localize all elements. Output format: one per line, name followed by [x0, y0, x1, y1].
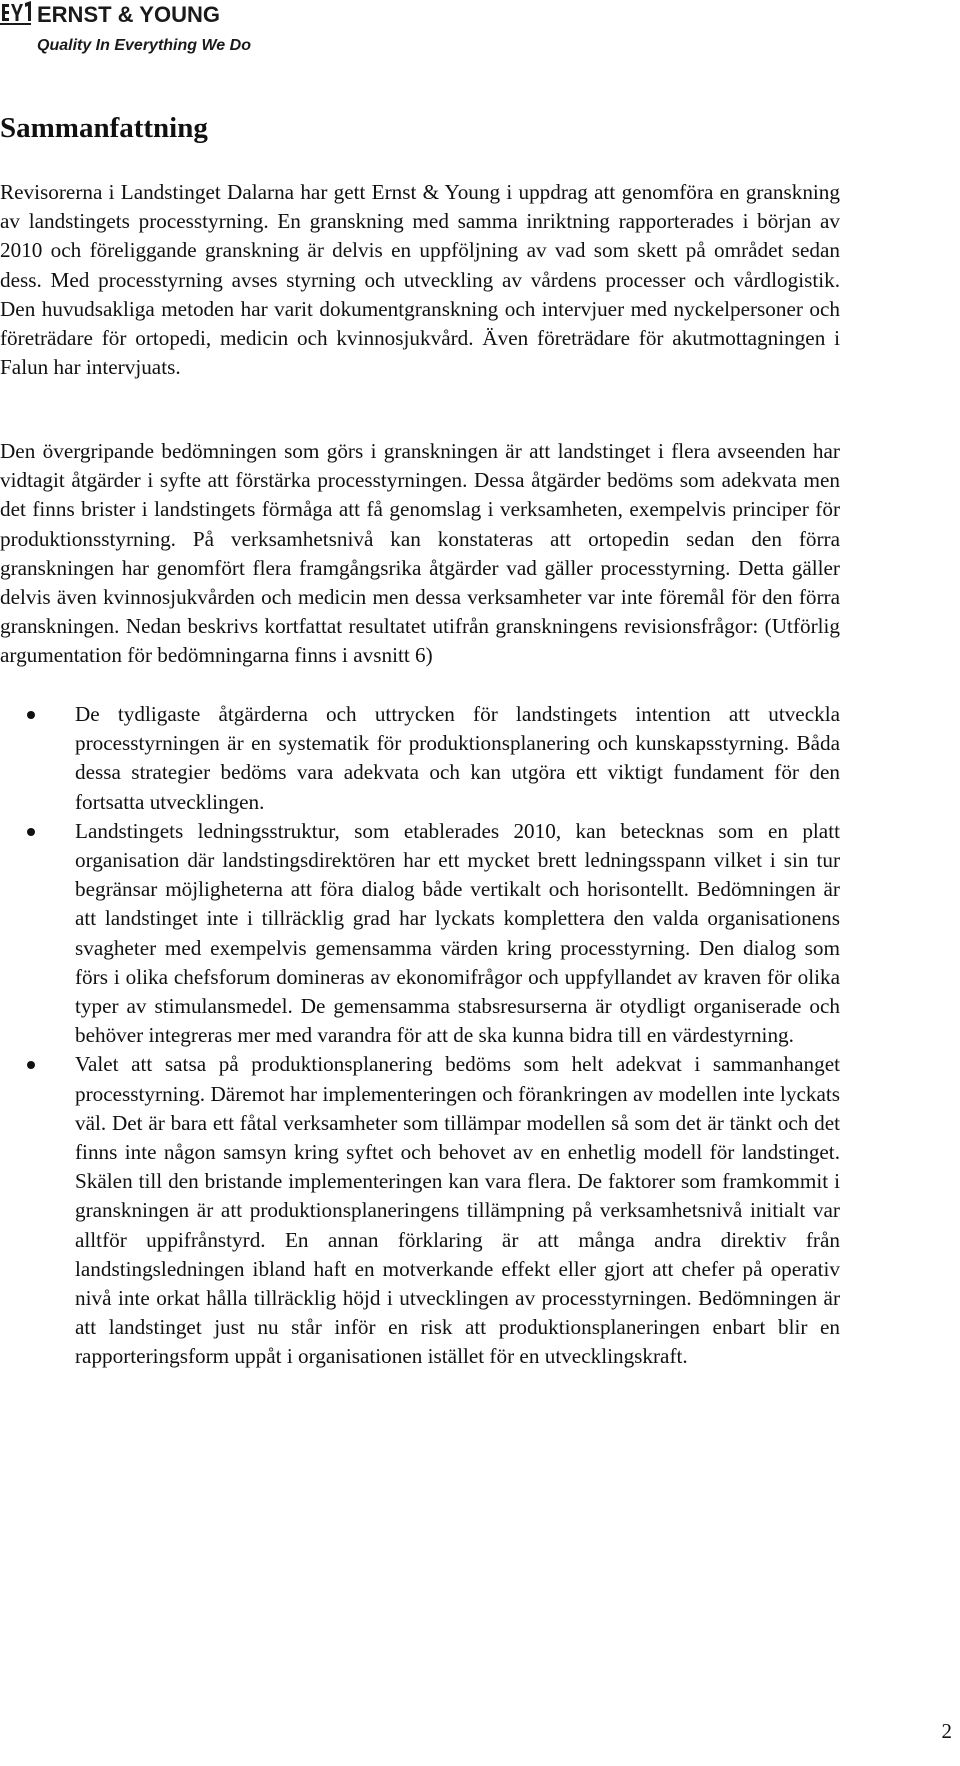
list-item-text: De tydligaste åtgärderna och uttrycken för landstingets intention att utveckla processtyrningen är en systematik för produktionsplanering och kunskapsstyrning. Båda dessa strategier bedöms vara adekvata och kan utgöra ett viktigt fundament för den fortsatta utvecklingen.: [75, 702, 840, 814]
findings-list: [0, 700, 840, 1372]
list-item-text: Landstingets ledningsstruktur, som etablerades 2010, kan betecknas som en platt organisation där landstingsdirektören har ett mycket brett ledningsspann vilket i sin tur begränsar möjligheterna att föra dialog både vertikalt och horisontellt. Bedömningen är att landstinget inte i tillräcklig grad har lyckats komplettera den valda organisationens svagheter med exempelvis gemensamma värden kring processtyrning. Den dialog som förs i olika chefsforum domineras av ekonomifrågor och uppfyllandet av kraven för olika typer av stimulansmedel. De gemensamma stabsresurserna är otydligt organiserade och behöver integreras mer med varandra för att de ska kunna bidra till en värdestyrning.: [75, 818, 840, 1048]
ey-mark-icon: [0, 1, 31, 25]
list-item: [0, 700, 840, 817]
paragraph-text: Revisorerna i Landstinget Dalarna har gett Ernst & Young i uppdrag att genomföra en granskning av landstingets processtyrning. En granskning med samma inriktning rapporterades i början av 2010 och föreliggande granskning är delvis en uppföljning av vad som skett på området sedan dess. Med processtyrning avses styrning och utveckling av vårdens processer och vårdlogistik. Den huvudsakliga metoden har varit dokumentgranskning och intervjuer med nyckelpersoner och företrädare för ortopedi, medicin och kvinnosjukvård. Även företrädare för akutmottagningen i Falun har intervjuats.: [0, 180, 840, 380]
page-title: Sammanfattning: [0, 112, 208, 144]
paragraph-text: Den övergripande bedömningen som görs i granskningen är att landstinget i flera avseenden har vidtagit åtgärder i syfte att förstärka processtyrningen. Dessa åtgärder bedöms som adekvata men det finns brister i landstingets förmåga att få genomslag i verksamheten, exempelvis principer för produktionsstyrning. På verksamhetsnivå kan konstateras att ortopedin sedan den förra granskningen har genomfört flera framgångsrika åtgärder vad gäller processtyrning. Detta gäller delvis även kvinnosjukvården och medicin men dessa verksamheter var inte föremål för den förra granskningen. Nedan beskrivs kortfattat resultatet utifrån granskningens revisionsfrågor: (Utförlig argumentation för bedömningarna finns i avsnitt 6): [0, 439, 840, 668]
logo-brand-text: ERNST & YOUNG: [37, 2, 220, 27]
bullet-icon: [27, 711, 35, 719]
list-item: [0, 817, 840, 1051]
logo-tagline-text: Quality In Everything We Do: [37, 37, 251, 54]
paragraph-assessment: [0, 437, 840, 671]
list-item: [0, 1050, 840, 1371]
ernst-young-logo-graphic: [0, 0, 300, 62]
bullet-icon: [27, 1061, 35, 1069]
list-item-text: Valet att satsa på produktionsplanering bedöms som helt adekvat i sammanhanget processtyrning. Däremot har implementeringen och förankringen av modellen inte lyckats väl. Det är bara ett fåtal verksamheter som tillämpar modellen så som det är tänkt och det finns inte någon samsyn kring syftet och behovet av en enhetlig modell för landstinget. Skälen till den bristande implementeringen kan vara flera. De faktorer som framkommit i granskningen är att produktionsplaneringens tillämpning på verksamhetsnivå initialt var alltför uppifrånstyrd. En annan förklaring är att många andra direktiv från landstingsledningen ibland haft en motverkande effekt eller gjort att chefer på operativ nivå inte orkat hålla tillräcklig höjd i utvecklingen av processtyrningen. Bedömningen är att landstinget just nu står inför en risk att produktionsplaneringen enbart blir en rapporteringsform uppåt i organisationen istället för en utvecklingskraft.: [75, 1052, 840, 1369]
bullet-icon: [27, 828, 35, 836]
paragraph-intro: [0, 178, 840, 382]
ernst-young-logo: [0, 0, 300, 62]
page-number: 2: [941, 1719, 952, 1743]
